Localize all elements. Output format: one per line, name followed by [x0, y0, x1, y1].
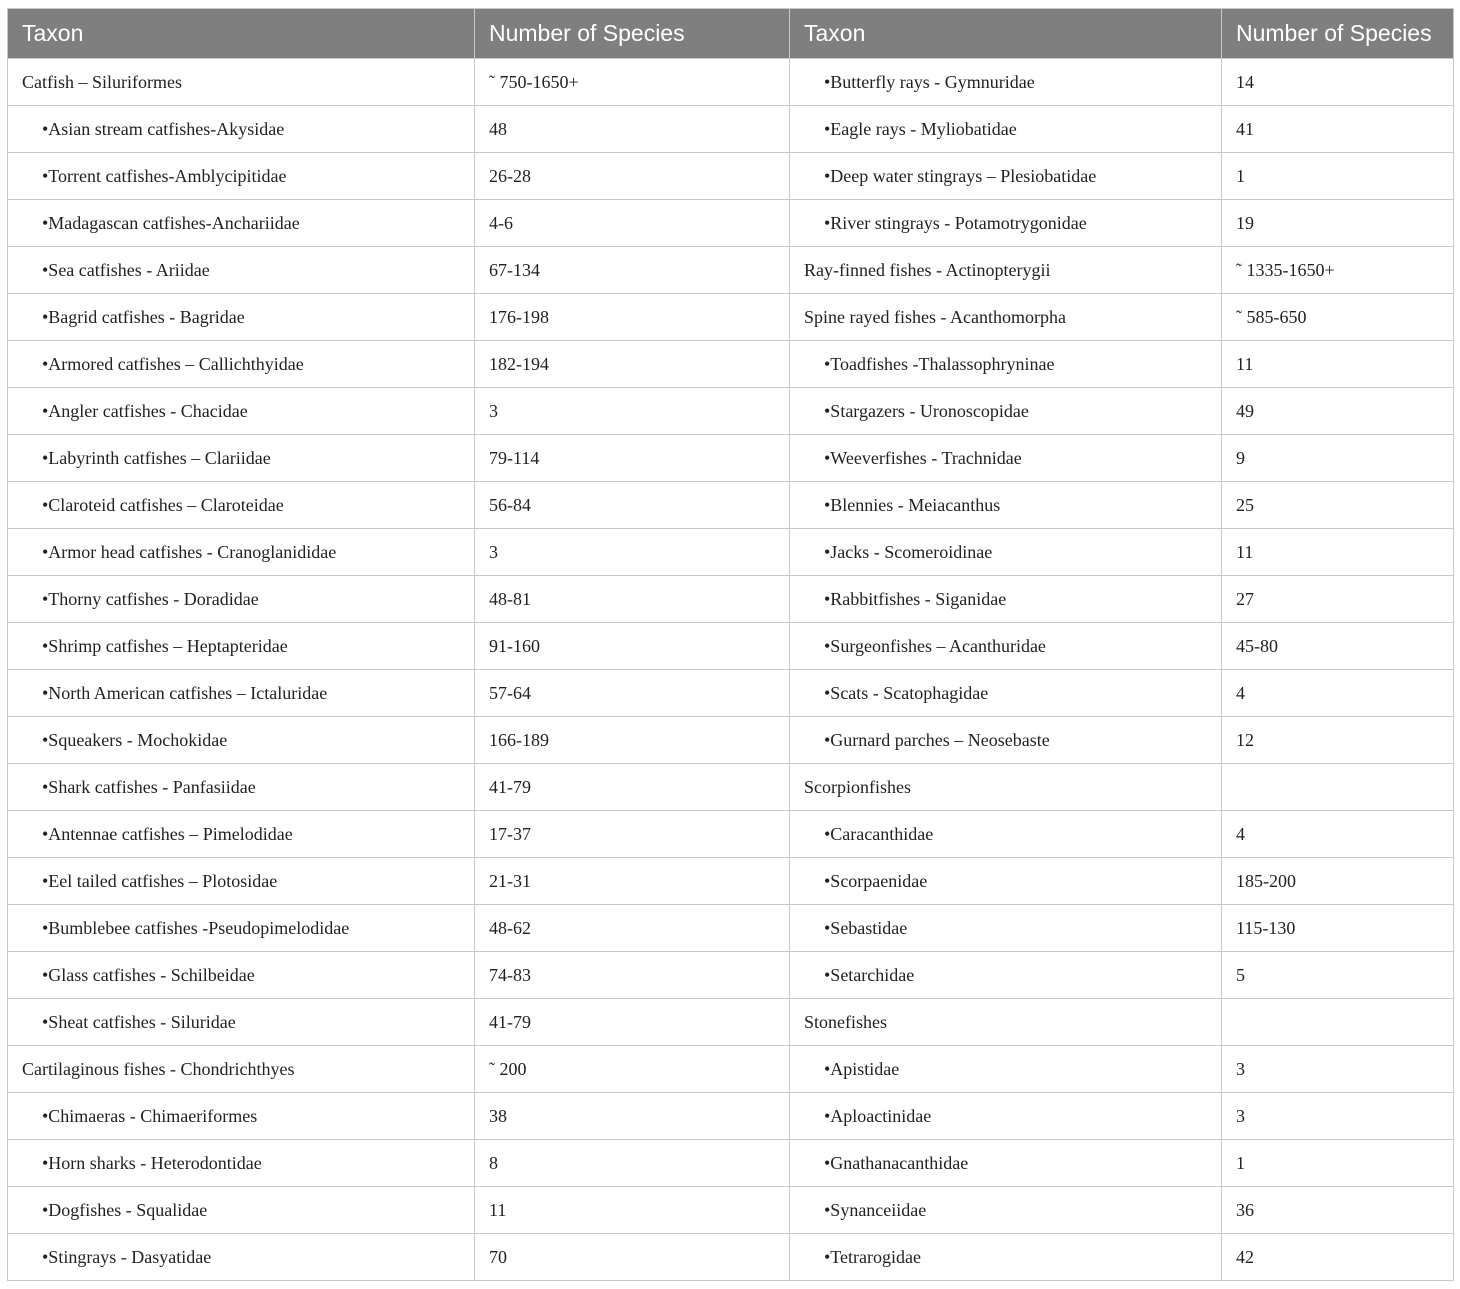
- species-count-right-cell: 1: [1222, 1140, 1454, 1187]
- species-count-right-cell: 42: [1222, 1234, 1454, 1281]
- taxon-right-cell: •Jacks - Scomeroidinae: [790, 529, 1222, 576]
- species-count-left-cell: 57-64: [475, 670, 790, 717]
- taxon-right-cell: •Deep water stingrays – Plesiobatidae: [790, 153, 1222, 200]
- taxon-left-cell: •Labyrinth catfishes – Clariidae: [8, 435, 475, 482]
- taxon-left-cell: •Armored catfishes – Callichthyidae: [8, 341, 475, 388]
- taxon-left-cell: •Antennae catfishes – Pimelodidae: [8, 811, 475, 858]
- species-count-left-cell: 91-160: [475, 623, 790, 670]
- taxon-left-cell: •Sea catfishes - Ariidae: [8, 247, 475, 294]
- species-count-right-cell: 3: [1222, 1093, 1454, 1140]
- taxon-left-cell: •North American catfishes – Ictaluridae: [8, 670, 475, 717]
- species-count-right-cell: 11: [1222, 529, 1454, 576]
- species-count-left-cell: 166-189: [475, 717, 790, 764]
- taxon-right-cell: •Gnathanacanthidae: [790, 1140, 1222, 1187]
- species-count-right-cell: 9: [1222, 435, 1454, 482]
- species-count-left-cell: 11: [475, 1187, 790, 1234]
- taxon-left-cell: •Eel tailed catfishes – Plotosidae: [8, 858, 475, 905]
- species-count-left-cell: 48: [475, 106, 790, 153]
- taxon-right-cell: •Surgeonfishes – Acanthuridae: [790, 623, 1222, 670]
- table-row: [8, 576, 1454, 623]
- header-count-left: Number of Species: [475, 9, 790, 59]
- header-count-right: Number of Species: [1222, 9, 1454, 59]
- header-taxon-right: Taxon: [790, 9, 1222, 59]
- taxon-left-cell: •Armor head catfishes - Cranoglanididae: [8, 529, 475, 576]
- species-count-left-cell: 8: [475, 1140, 790, 1187]
- table-body: [8, 59, 1454, 1281]
- taxon-left-cell: •Thorny catfishes - Doradidae: [8, 576, 475, 623]
- taxon-left-cell: •Torrent catfishes-Amblycipitidae: [8, 153, 475, 200]
- species-count-left-cell: 3: [475, 388, 790, 435]
- taxon-right-cell: •Rabbitfishes - Siganidae: [790, 576, 1222, 623]
- species-count-right-cell: 115-130: [1222, 905, 1454, 952]
- taxon-left-cell: •Horn sharks - Heterodontidae: [8, 1140, 475, 1187]
- table-row: [8, 106, 1454, 153]
- species-count-right-cell: 14: [1222, 59, 1454, 106]
- table-row: [8, 482, 1454, 529]
- table-row: [8, 388, 1454, 435]
- taxon-left-cell: •Claroteid catfishes – Claroteidae: [8, 482, 475, 529]
- taxon-left-cell: •Bagrid catfishes - Bagridae: [8, 294, 475, 341]
- table-row: [8, 294, 1454, 341]
- table-row: [8, 1234, 1454, 1281]
- species-count-right-cell: 25: [1222, 482, 1454, 529]
- species-count-right-cell: 5: [1222, 952, 1454, 999]
- species-count-right-cell: 185-200: [1222, 858, 1454, 905]
- species-count-left-cell: 70: [475, 1234, 790, 1281]
- species-count-right-cell: [1222, 764, 1454, 811]
- table-row: [8, 811, 1454, 858]
- header-row: [8, 9, 1454, 59]
- species-count-left-cell: 26-28: [475, 153, 790, 200]
- table-row: [8, 341, 1454, 388]
- table-row: [8, 952, 1454, 999]
- species-table: [7, 8, 1454, 1281]
- taxon-right-cell: •Stargazers - Uronoscopidae: [790, 388, 1222, 435]
- species-count-left-cell: ˜ 200: [475, 1046, 790, 1093]
- species-count-left-cell: 48-81: [475, 576, 790, 623]
- species-count-right-cell: 27: [1222, 576, 1454, 623]
- taxon-right-cell: Stonefishes: [790, 999, 1222, 1046]
- species-count-right-cell: 12: [1222, 717, 1454, 764]
- species-count-left-cell: 41-79: [475, 764, 790, 811]
- header-taxon-left: Taxon: [8, 9, 475, 59]
- species-count-right-cell: 1: [1222, 153, 1454, 200]
- table-row: [8, 1140, 1454, 1187]
- species-count-left-cell: 74-83: [475, 952, 790, 999]
- species-count-left-cell: 176-198: [475, 294, 790, 341]
- taxon-right-cell: •Scats - Scatophagidae: [790, 670, 1222, 717]
- taxon-right-cell: •Blennies - Meiacanthus: [790, 482, 1222, 529]
- table-row: [8, 764, 1454, 811]
- taxon-right-cell: •Butterfly rays - Gymnuridae: [790, 59, 1222, 106]
- taxon-left-cell: •Stingrays - Dasyatidae: [8, 1234, 475, 1281]
- species-count-right-cell: 4: [1222, 670, 1454, 717]
- table-header: [8, 9, 1454, 59]
- table-row: [8, 59, 1454, 106]
- species-count-left-cell: 48-62: [475, 905, 790, 952]
- species-count-right-cell: 45-80: [1222, 623, 1454, 670]
- table-row: [8, 247, 1454, 294]
- table-row: [8, 200, 1454, 247]
- table-row: [8, 1046, 1454, 1093]
- species-count-right-cell: 49: [1222, 388, 1454, 435]
- table-row: [8, 670, 1454, 717]
- table-row: [8, 905, 1454, 952]
- species-table-container: [7, 8, 1453, 1281]
- taxon-left-cell: •Shrimp catfishes – Heptapteridae: [8, 623, 475, 670]
- table-row: [8, 999, 1454, 1046]
- table-row: [8, 1093, 1454, 1140]
- taxon-right-cell: •Apistidae: [790, 1046, 1222, 1093]
- taxon-right-cell: •Toadfishes -Thalassophryninae: [790, 341, 1222, 388]
- taxon-left-cell: •Shark catfishes - Panfasiidae: [8, 764, 475, 811]
- table-row: [8, 1187, 1454, 1234]
- taxon-left-cell: Catfish – Siluriformes: [8, 59, 475, 106]
- species-count-right-cell: ˜ 1335-1650+: [1222, 247, 1454, 294]
- species-count-left-cell: 21-31: [475, 858, 790, 905]
- taxon-right-cell: •Sebastidae: [790, 905, 1222, 952]
- table-row: [8, 435, 1454, 482]
- species-count-left-cell: 182-194: [475, 341, 790, 388]
- taxon-right-cell: •River stingrays - Potamotrygonidae: [790, 200, 1222, 247]
- species-count-left-cell: 3: [475, 529, 790, 576]
- table-row: [8, 153, 1454, 200]
- species-count-right-cell: ˜ 585-650: [1222, 294, 1454, 341]
- species-count-right-cell: [1222, 999, 1454, 1046]
- species-count-right-cell: 36: [1222, 1187, 1454, 1234]
- species-count-left-cell: 38: [475, 1093, 790, 1140]
- taxon-left-cell: •Chimaeras - Chimaeriformes: [8, 1093, 475, 1140]
- table-row: [8, 623, 1454, 670]
- species-count-right-cell: 4: [1222, 811, 1454, 858]
- species-count-left-cell: 67-134: [475, 247, 790, 294]
- taxon-right-cell: •Eagle rays - Myliobatidae: [790, 106, 1222, 153]
- species-count-right-cell: 41: [1222, 106, 1454, 153]
- taxon-right-cell: Scorpionfishes: [790, 764, 1222, 811]
- species-count-left-cell: 4-6: [475, 200, 790, 247]
- taxon-left-cell: •Bumblebee catfishes -Pseudopimelodidae: [8, 905, 475, 952]
- taxon-right-cell: •Setarchidae: [790, 952, 1222, 999]
- table-row: [8, 717, 1454, 764]
- species-count-left-cell: ˜ 750-1650+: [475, 59, 790, 106]
- species-count-left-cell: 41-79: [475, 999, 790, 1046]
- taxon-left-cell: •Squeakers - Mochokidae: [8, 717, 475, 764]
- taxon-right-cell: •Aploactinidae: [790, 1093, 1222, 1140]
- taxon-left-cell: •Sheat catfishes - Siluridae: [8, 999, 475, 1046]
- species-count-right-cell: 11: [1222, 341, 1454, 388]
- taxon-left-cell: •Glass catfishes - Schilbeidae: [8, 952, 475, 999]
- taxon-left-cell: •Madagascan catfishes-Anchariidae: [8, 200, 475, 247]
- taxon-right-cell: •Scorpaenidae: [790, 858, 1222, 905]
- table-row: [8, 858, 1454, 905]
- taxon-right-cell: •Weeverfishes - Trachnidae: [790, 435, 1222, 482]
- taxon-right-cell: •Synanceiidae: [790, 1187, 1222, 1234]
- taxon-left-cell: Cartilaginous fishes - Chondrichthyes: [8, 1046, 475, 1093]
- taxon-left-cell: •Angler catfishes - Chacidae: [8, 388, 475, 435]
- taxon-right-cell: •Tetrarogidae: [790, 1234, 1222, 1281]
- species-count-right-cell: 19: [1222, 200, 1454, 247]
- table-row: [8, 529, 1454, 576]
- taxon-right-cell: •Gurnard parches – Neosebaste: [790, 717, 1222, 764]
- taxon-left-cell: •Asian stream catfishes-Akysidae: [8, 106, 475, 153]
- taxon-left-cell: •Dogfishes - Squalidae: [8, 1187, 475, 1234]
- species-count-left-cell: 56-84: [475, 482, 790, 529]
- species-count-right-cell: 3: [1222, 1046, 1454, 1093]
- taxon-right-cell: Ray-finned fishes - Actinopterygii: [790, 247, 1222, 294]
- species-count-left-cell: 79-114: [475, 435, 790, 482]
- species-count-left-cell: 17-37: [475, 811, 790, 858]
- taxon-right-cell: •Caracanthidae: [790, 811, 1222, 858]
- taxon-right-cell: Spine rayed fishes - Acanthomorpha: [790, 294, 1222, 341]
